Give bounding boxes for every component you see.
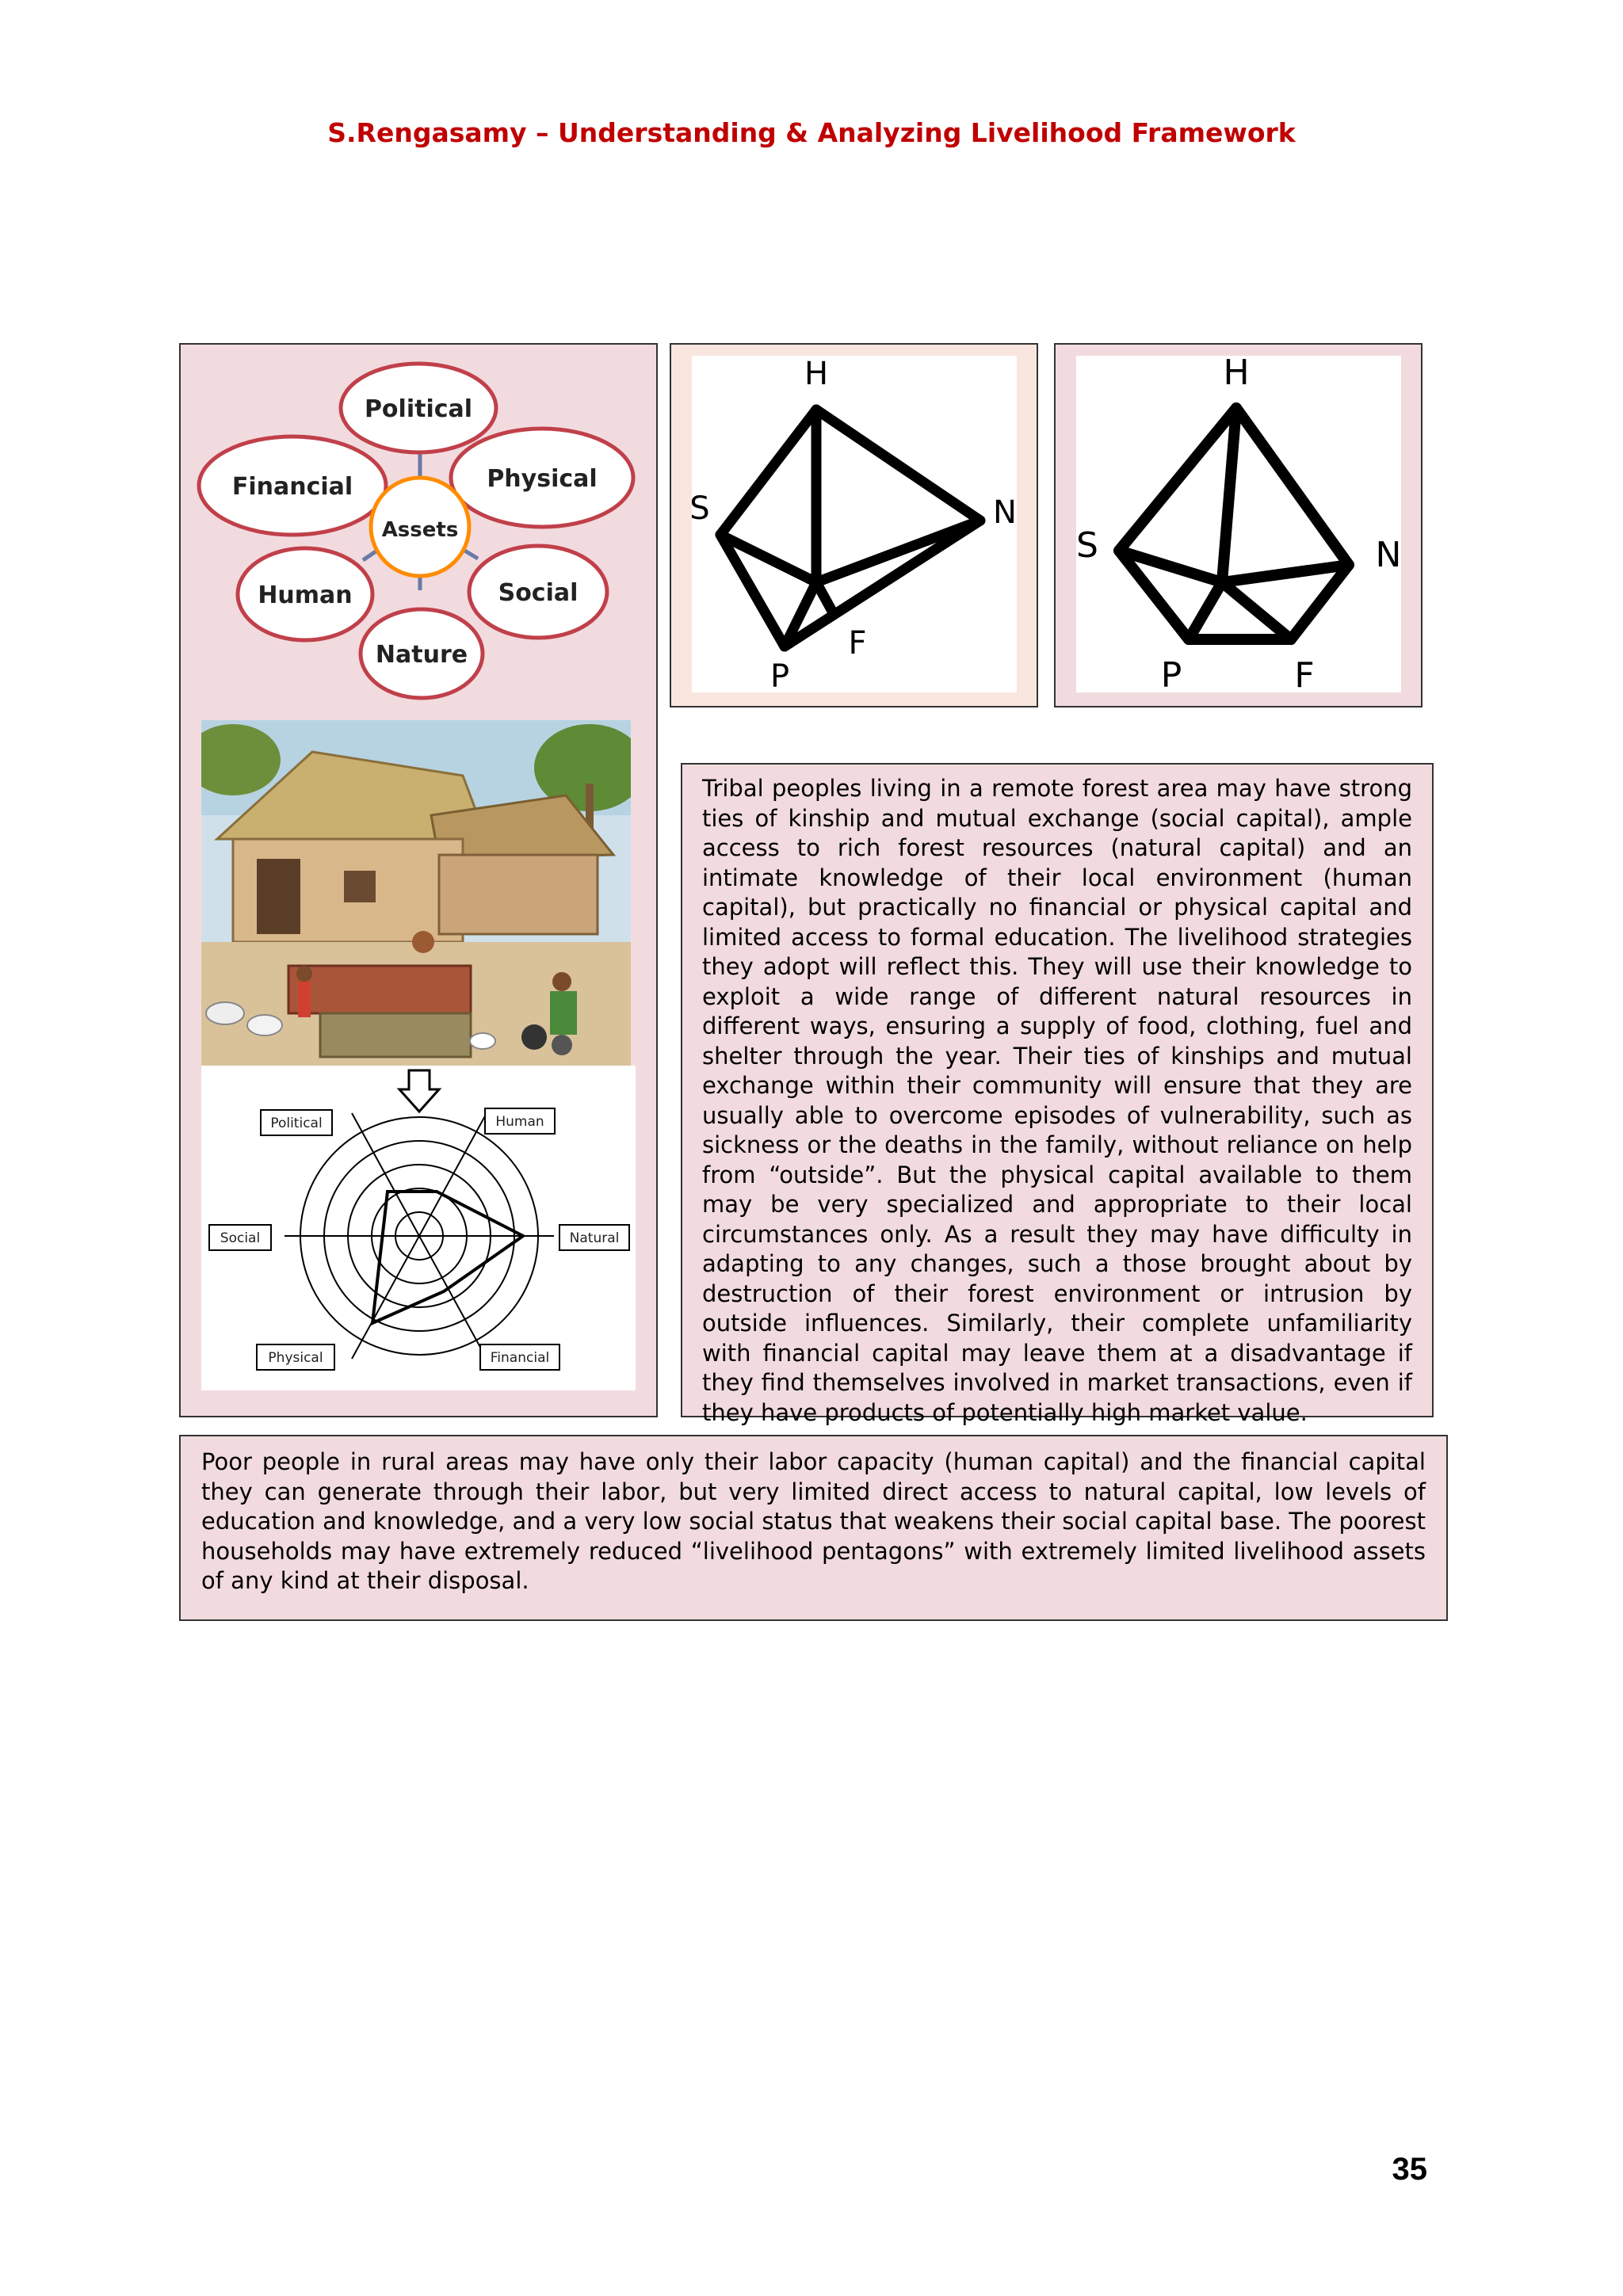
radar-label-natural: Natural bbox=[569, 1230, 620, 1246]
pentagon1-label-n: N bbox=[993, 494, 1017, 531]
assets-diagram bbox=[181, 345, 656, 717]
pentagon-figure-2 bbox=[1054, 343, 1423, 707]
pentagon-figure-1 bbox=[670, 343, 1038, 707]
page-header-title: S.Rengasamy – Understanding & Analyzing Livelihood Framework bbox=[327, 117, 1296, 148]
radar-chart bbox=[201, 1066, 636, 1390]
pentagon2-label-n: N bbox=[1375, 535, 1402, 575]
pentagon2-label-s: S bbox=[1076, 525, 1098, 566]
petal-label-human: Human bbox=[258, 582, 353, 609]
pentagon1-label-f: F bbox=[848, 625, 867, 662]
petal-label-nature: Nature bbox=[375, 641, 468, 669]
radar-panel bbox=[201, 1066, 636, 1390]
poor-people-box bbox=[179, 1435, 1448, 1621]
petal-label-social: Social bbox=[498, 579, 579, 607]
pentagon1-label-p: P bbox=[769, 658, 790, 695]
down-arrow-icon bbox=[399, 1070, 439, 1112]
radar-label-physical: Physical bbox=[268, 1350, 323, 1366]
assets-center-label: Assets bbox=[381, 518, 459, 542]
pentagon2-label-f: F bbox=[1294, 655, 1315, 696]
tribal-peoples-paragraph: Tribal peoples living in a remote forest area may have strong ties of kinship and mutual exchange (social capital), ample access to rich forest resources (natural capital) and an intimate knowledge of their local environment (human capital), but practically no financial or physical capital and limited access to formal education. The livelihood strategies they adopt will reflect this. They will use their knowledge to exploit a wide range of different natural resources in different ways, ensuring a supply of food, clothing, fuel and shelter through the year. Their ties of kinships and mutual exchange within their community will ensure that they are usually able to overcome episodes of vulnerability, such as sickness or the deaths in the family, without reliance on help from “outside”. But the physical capital available to them may be very specialized and appropriate to their local circumstances only. As a result they may have difficulty in adapting to any changes, such a those brought about by destruction of their forest environment or intrusion by outside influences. Similarly, their complete unfamiliarity with financial capital may leave them at a disadvantage if they find themselves involved in market transactions, even if they have products of potentially high market value. bbox=[702, 775, 1412, 1426]
left-figure-box bbox=[179, 343, 658, 1417]
petal-label-physical: Physical bbox=[487, 465, 598, 493]
radar-label-human: Human bbox=[495, 1114, 544, 1130]
tribal-peoples-box bbox=[681, 763, 1434, 1426]
pentagon2-label-h: H bbox=[1223, 353, 1250, 393]
petal-label-political: Political bbox=[364, 395, 473, 423]
pentagon1-label-h: H bbox=[804, 356, 829, 392]
radar-label-financial: Financial bbox=[490, 1350, 550, 1366]
pentagon1-label-s: S bbox=[689, 490, 710, 527]
village-illustration bbox=[201, 720, 631, 1066]
radar-label-political: Political bbox=[270, 1116, 323, 1131]
pentagon2-label-p: P bbox=[1160, 655, 1182, 696]
radar-label-social: Social bbox=[220, 1230, 261, 1246]
page-number: 35 bbox=[1392, 2152, 1427, 2187]
poor-people-paragraph: Poor people in rural areas may have only their labor capacity (human capital) and the financial capital they can generate through their labor, but very limited direct access to natural capital, low levels of education and knowledge, and a very low social status that weakens their social capital base. The poorest households may have extremely reduced “livelihood pentagons” with extremely limited livelihood assets of any kind at their disposal. bbox=[201, 1448, 1426, 1594]
petal-label-financial: Financial bbox=[231, 473, 353, 501]
